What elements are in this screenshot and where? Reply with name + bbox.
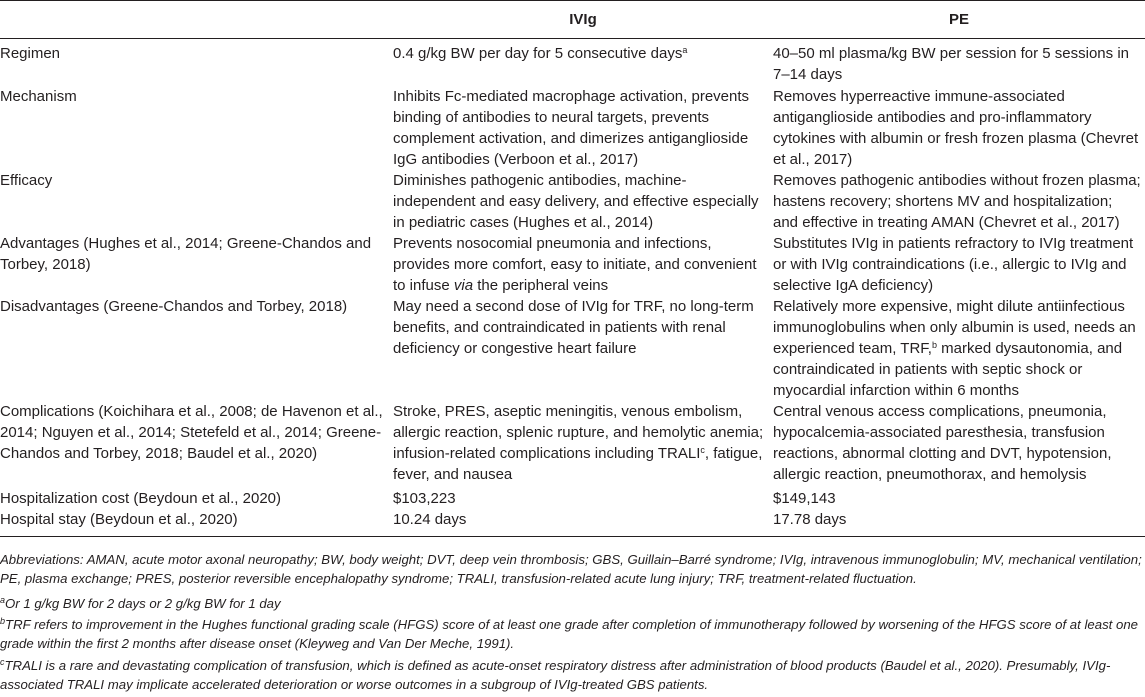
row-label: Complications (Koichihara et al., 2008; de Havenon et al., 2014; Nguyen et al., 2014; Stetefeld et al., 2014; Greene-Chandos and Torbey, 2018; Baudel et al., 2020) — [0, 402, 383, 462]
pe-cell: Substitutes IVIg in patients refractory to IVIg treatment or with IVIg contraindications (i.e., allergic to IVIg and selective IgA deficiency) — [773, 234, 1134, 294]
footnote-a — [0, 595, 1145, 614]
header-empty — [0, 1, 393, 39]
pe-cell: $149,143 — [773, 489, 836, 507]
header-ivig: IVIg — [393, 1, 773, 39]
ivig-cell: May need a second dose of IVIg for TRF, no long-term benefits, and contraindicated in patients with renal deficiency or congestive heart failure — [393, 297, 754, 357]
ivig-cell — [393, 401, 773, 488]
pe-cell: 17.78 days — [773, 509, 1145, 537]
footnote-c — [0, 657, 1145, 694]
pe-text: Relatively more expensive, might dilute antiinfectious immunoglobulins when only albumin is used, needs an experienced team, TRF, — [773, 297, 1136, 357]
table-row-disadvantages — [0, 296, 1145, 401]
pe-cell: 40–50 ml plasma/kg BW per session for 5 sessions in 7–14 days — [773, 45, 1129, 83]
ivig-cell: Diminishes pathogenic antibodies, machine-independent and easy delivery, and effective especially in pediatric cases (Hughes et al., 2014) — [393, 171, 759, 231]
ivig-text: Prevents nosocomial pneumonia and infections, provides more comfort, easy to initiate, and convenient to infuse — [393, 234, 757, 294]
row-label: Disadvantages (Greene-Chandos and Torbey, 2018) — [0, 297, 348, 315]
row-label: Advantages (Hughes et al., 2014; Greene-Chandos and Torbey, 2018) — [0, 234, 372, 273]
table-row-advantages — [0, 233, 1145, 296]
pe-cell: Removes pathogenic antibodies without frozen plasma; hastens recovery; shortens MV and hospitalization; and effective in treating AMAN (Chevret et al., 2017) — [773, 171, 1141, 231]
table-row-hospital-stay — [0, 509, 1145, 537]
pe-cell — [773, 296, 1145, 401]
footnote-c-marker: c — [0, 657, 5, 667]
pe-cell: Central venous access complications, pneumonia, hypocalcemia-associated paresthesia, transfusion reactions, abnormal clotting and DVT, hypotension, allergic reaction, pneumothorax, and hemolysis — [773, 402, 1112, 483]
ivig-cell — [393, 233, 773, 296]
footnote-b — [0, 616, 1145, 653]
footnote-b-text: TRF refers to improvement in the Hughes functional grading scale (HFGS) score of at least one grade after completion of immunotherapy followed by worsening of the HFGS score of at least one grade within the first 2 months after disease onset (Kleyweg and Van Der Meche, 1991). — [0, 617, 1138, 651]
table-row-regimen — [0, 39, 1145, 86]
ivig-text: 0.4 g/kg BW per day for 5 consecutive days — [393, 45, 683, 62]
table-row-mechanism — [0, 86, 1145, 170]
row-label: Regimen — [0, 45, 61, 62]
ivig-text: Stroke, PRES, aseptic meningitis, venous embolism, allergic reaction, splenic rupture, and hemolytic anemia; infusion-related complications including TRALI — [393, 402, 764, 462]
footnote-marker: b — [931, 339, 937, 350]
footnote-marker: a — [682, 45, 688, 55]
ivig-italic-text: via — [453, 276, 474, 294]
ivig-text-end: , fatigue, fever, and nausea — [393, 444, 763, 483]
pe-text-end: marked dysautonomia, and contraindicated in patients with septic shock or myocardial infarction within 6 months — [773, 339, 1123, 399]
ivig-text-end: the peripheral veins — [473, 276, 609, 294]
ivig-cell: 10.24 days — [393, 509, 773, 537]
footnote-b-marker: b — [0, 616, 6, 626]
header-pe: PE — [773, 1, 1145, 39]
row-label: Hospitalization cost (Beydoun et al., 2020) — [0, 489, 281, 507]
pe-cell: Removes hyperreactive immune-associated antiganglioside antibodies and pro-inflammatory cytokines with albumin or fresh frozen plasma (Chevret et al., 2017) — [773, 87, 1139, 168]
table-row-complications — [0, 401, 1145, 488]
row-label: Hospital stay (Beydoun et al., 2020) — [0, 509, 393, 537]
table-header — [0, 1, 1145, 39]
footnote-a-marker: a — [0, 595, 6, 605]
row-label: Efficacy — [0, 171, 53, 189]
ivig-cell — [393, 39, 773, 86]
table-row-hospitalization-cost — [0, 488, 1145, 509]
footnote-marker: c — [700, 444, 705, 455]
footnote-a-text: Or 1 g/kg BW for 2 days or 2 g/kg BW for 1 day — [5, 596, 281, 611]
footnote-c-text: TRALI is a rare and devastating complication of transfusion, which is defined as acute-onset respiratory distress after administration of blood products (Baudel et al., 2020). Presumably, IVIg-associated TRALI may implicate accelerated deterioration or worse outcomes in a subgroup of IVIg-treated GBS patients. — [0, 658, 1111, 692]
row-label: Mechanism — [0, 87, 77, 105]
ivig-cell: Inhibits Fc-mediated macrophage activation, prevents binding of antibodies to neural targets, prevents complement activation, and dimerizes antiganglioside IgG antibodies (Verboon et al., 2017) — [393, 87, 750, 168]
table-row-efficacy — [0, 170, 1145, 233]
footnote-abbreviations: Abbreviations: AMAN, acute motor axonal neuropathy; BW, body weight; DVT, deep vein thrombosis; GBS, Guillain–Barré syndrome; IVIg, intravenous immunoglobulin; MV, mechanical ventilation; PE, plasma exchange; PRES, posterior reversible encephalopathy syndrome; TRALI, transfusion-related acute lung injury; TRF, treatment-related fluctuation. — [0, 552, 1142, 586]
ivig-cell: $103,223 — [393, 489, 456, 507]
